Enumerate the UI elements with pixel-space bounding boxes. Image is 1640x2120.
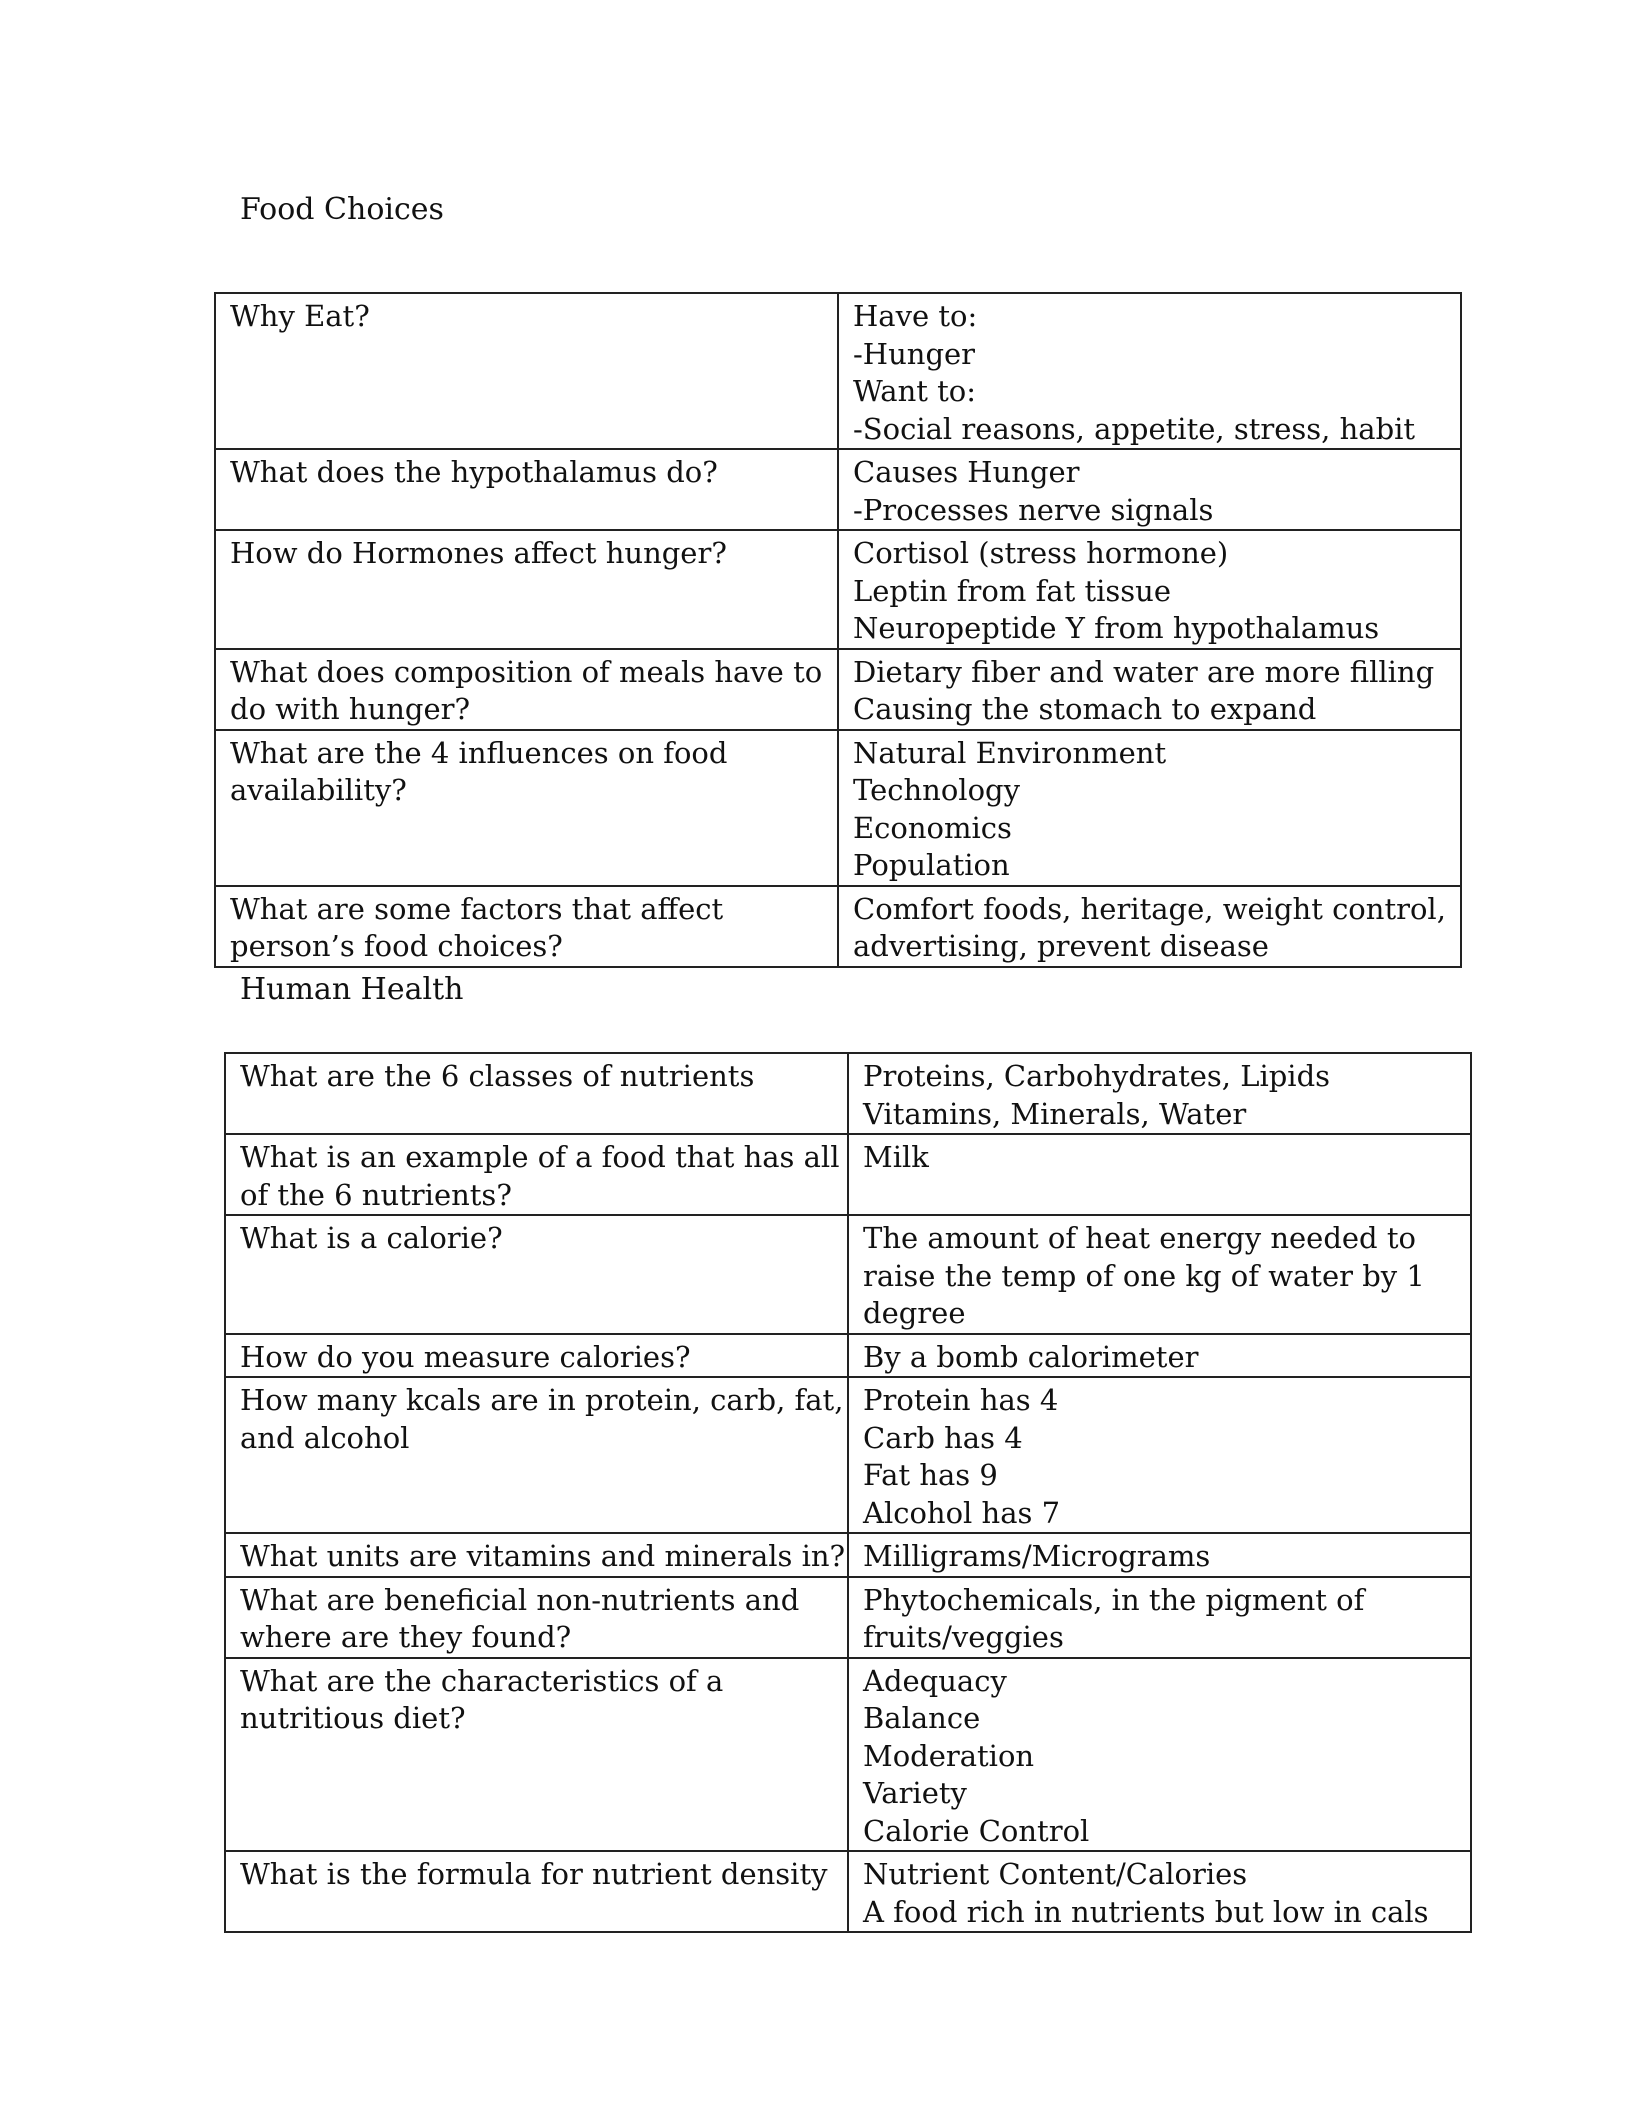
question-text: Why Eat?	[230, 299, 370, 333]
question-text: How do you measure calories?	[240, 1339, 691, 1374]
question-text: What are some factors that affect	[230, 891, 724, 926]
answer-text: Milk	[863, 1140, 929, 1174]
question-text: availability?	[230, 773, 407, 807]
answer-text: advertising, prevent disease	[853, 929, 1269, 963]
table-row	[215, 449, 1461, 530]
answer-cell	[848, 1377, 1471, 1533]
question-text: person’s food choices?	[230, 929, 563, 963]
question-text: where are they found?	[240, 1620, 572, 1654]
answer-cell	[848, 1215, 1471, 1334]
question-text: How many kcals are in protein, carb, fat,	[240, 1383, 844, 1417]
question-text: do with hunger?	[230, 692, 471, 726]
human-health-table	[224, 1052, 1472, 1933]
question-cell	[215, 886, 838, 967]
answer-text: Population	[853, 848, 1010, 882]
answer-cell	[848, 1134, 1471, 1215]
question-text: What is a calorie?	[240, 1221, 503, 1255]
question-cell	[215, 730, 838, 886]
question-text: What does the hypothalamus do?	[230, 455, 718, 489]
question-cell	[225, 1577, 848, 1658]
table-row	[225, 1334, 1471, 1378]
answer-text: Nutrient Content/Calories	[863, 1857, 1248, 1891]
question-cell	[225, 1851, 848, 1932]
question-text: How do Hormones affect hunger?	[230, 536, 727, 570]
answer-text: Neuropeptide Y from hypothalamus	[853, 611, 1380, 645]
answer-cell	[848, 1851, 1471, 1932]
answer-text: Proteins, Carbohydrates, Lipids	[863, 1059, 1331, 1093]
question-text: What are the 4 influences on food	[230, 735, 728, 770]
answer-text: Cortisol (stress hormone)	[853, 536, 1229, 570]
table-row	[215, 293, 1461, 449]
answer-cell	[848, 1577, 1471, 1658]
answer-cell	[838, 530, 1461, 649]
answer-text: Have to:	[853, 299, 978, 333]
answer-cell	[848, 1334, 1471, 1378]
answer-text: Protein has 4	[863, 1383, 1059, 1417]
section-title-food-choices: Food Choices	[240, 192, 444, 227]
answer-text: Natural Environment	[853, 735, 1167, 770]
question-cell	[215, 649, 838, 730]
question-text: and alcohol	[240, 1420, 410, 1455]
answer-text: Causes Hunger	[853, 455, 1080, 489]
table-row	[215, 649, 1461, 730]
table-row	[225, 1851, 1471, 1932]
table-row	[225, 1377, 1471, 1533]
answer-text: -Social reasons, appetite, stress, habit	[853, 411, 1416, 446]
answer-text: Economics	[853, 810, 1012, 845]
answer-cell	[838, 886, 1461, 967]
answer-text: Causing the stomach to expand	[853, 692, 1317, 726]
question-text: What are the 6 classes of nutrients	[240, 1059, 755, 1093]
answer-text: Fat has 9	[863, 1458, 998, 1492]
answer-text: fruits/veggies	[863, 1620, 1064, 1654]
answer-text: Dietary fiber and water are more filling	[853, 654, 1435, 689]
answer-text: Alcohol has 7	[863, 1495, 1061, 1530]
question-text: What units are vitamins and minerals in?	[240, 1539, 846, 1573]
table-row	[225, 1215, 1471, 1334]
answer-text: degree	[863, 1296, 966, 1330]
table-row	[215, 886, 1461, 967]
question-text: What is an example of a food that has all	[240, 1140, 840, 1174]
question-cell	[225, 1134, 848, 1215]
table-row	[225, 1658, 1471, 1852]
answer-text: Milligrams/Micrograms	[863, 1539, 1211, 1573]
answer-text: A food rich in nutrients but low in cals	[863, 1894, 1429, 1929]
answer-text: raise the temp of one kg of water by 1	[863, 1258, 1425, 1293]
question-cell	[225, 1658, 848, 1852]
answer-cell	[838, 649, 1461, 730]
question-text: What is the formula for nutrient density	[240, 1857, 828, 1891]
answer-cell	[848, 1533, 1471, 1577]
question-cell	[225, 1334, 848, 1378]
answer-text: Variety	[863, 1776, 967, 1810]
answer-text: Comfort foods, heritage, weight control,	[853, 891, 1446, 926]
question-cell	[215, 449, 838, 530]
section-title-human-health: Human Health	[240, 972, 464, 1007]
answer-cell	[848, 1053, 1471, 1134]
question-text: of the 6 nutrients?	[240, 1177, 512, 1212]
food-choices-table	[214, 292, 1462, 968]
answer-cell	[838, 449, 1461, 530]
answer-cell	[848, 1658, 1471, 1852]
table-row	[225, 1053, 1471, 1134]
answer-text: -Hunger	[853, 336, 976, 371]
table-row	[225, 1533, 1471, 1577]
question-text: What are the characteristics of a	[240, 1663, 724, 1698]
answer-text: Moderation	[863, 1738, 1035, 1773]
answer-text: By a bomb calorimeter	[863, 1339, 1199, 1374]
question-cell	[215, 293, 838, 449]
answer-cell	[838, 730, 1461, 886]
answer-text: -Processes nerve signals	[853, 492, 1214, 527]
table-row	[215, 730, 1461, 886]
answer-text: Adequacy	[863, 1663, 1007, 1698]
answer-text: Balance	[863, 1701, 981, 1735]
table-row	[215, 530, 1461, 649]
answer-text: Technology	[853, 773, 1020, 807]
question-cell	[225, 1377, 848, 1533]
question-text: nutritious diet?	[240, 1701, 466, 1735]
answer-text: The amount of heat energy needed to	[863, 1221, 1416, 1255]
question-cell	[225, 1533, 848, 1577]
answer-text: Vitamins, Minerals, Water	[863, 1096, 1247, 1131]
answer-text: Want to:	[853, 374, 977, 408]
table-row	[225, 1134, 1471, 1215]
table-row	[225, 1577, 1471, 1658]
question-text: What are beneficial non-nutrients and	[240, 1582, 800, 1617]
question-cell	[225, 1215, 848, 1334]
question-cell	[225, 1053, 848, 1134]
answer-text: Calorie Control	[863, 1813, 1090, 1848]
answer-text: Carb has 4	[863, 1420, 1023, 1455]
answer-cell	[838, 293, 1461, 449]
question-cell	[215, 530, 838, 649]
answer-text: Phytochemicals, in the pigment of	[863, 1582, 1365, 1617]
answer-text: Leptin from fat tissue	[853, 573, 1172, 608]
question-text: What does composition of meals have to	[230, 654, 823, 689]
